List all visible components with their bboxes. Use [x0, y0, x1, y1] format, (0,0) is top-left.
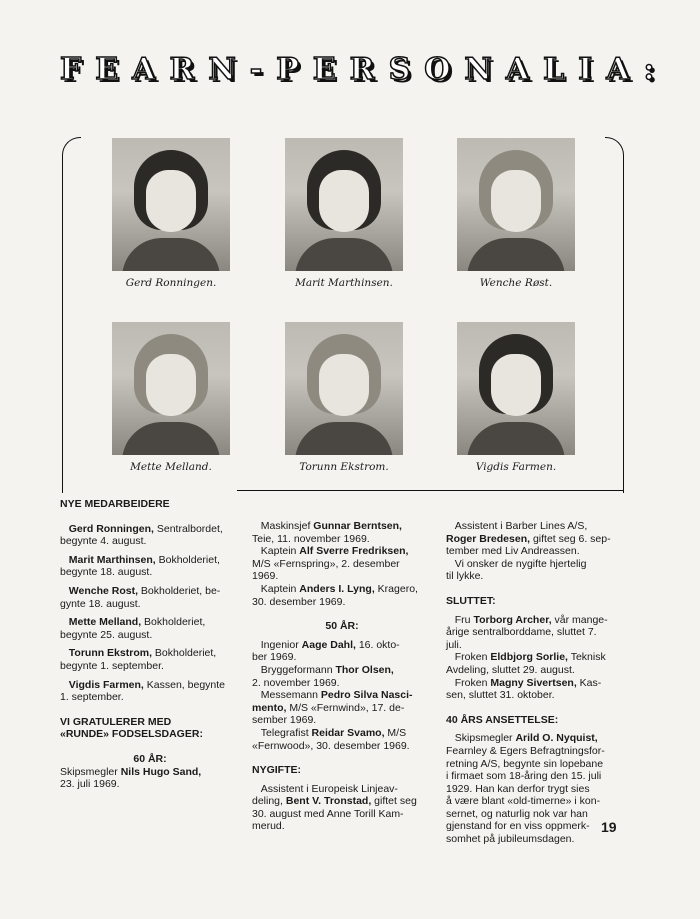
- page-header: [60, 52, 669, 92]
- paragraph: Wenche Rost, Bokholderiet, be- gynte 18. august.: [60, 584, 221, 610]
- paragraph: Froken Magny Sivertsen, Kas- sen, sluttet 31. oktober.: [446, 676, 602, 702]
- section-heading: VI GRATULERER MED «RUNDE» FODSELSDAGER:: [60, 715, 203, 741]
- subheading: 50 ÅR:: [325, 620, 359, 633]
- paragraph: Messemann Pedro Silva Nasci- mento, M/S «Fernwind», 17. de- sember 1969.: [252, 689, 413, 727]
- paragraph: Bryggeformann Thor Olsen, 2. november 1969.: [252, 663, 394, 689]
- frame-left: [62, 137, 81, 493]
- page-number: 19: [601, 819, 617, 835]
- paragraph: Ingenior Aage Dahl, 16. okto- ber 1969.: [252, 638, 400, 664]
- paragraph: Torunn Ekstrom, Bokholderiet, begynte 1. september.: [60, 647, 217, 672]
- portrait-photo: [112, 322, 230, 455]
- photo-caption: Gerd Ronningen.: [125, 277, 217, 289]
- section-heading: SLUTTET:: [446, 594, 496, 607]
- portrait-photo: [285, 322, 403, 455]
- frame-bottom-rule: [237, 490, 623, 491]
- paragraph: Marit Marthinsen, Bokholderiet, begynte 18. august.: [60, 553, 220, 579]
- portrait-photo: [457, 322, 575, 455]
- portrait-photo: [112, 138, 230, 271]
- subheading: 60 ÅR:: [133, 752, 167, 765]
- paragraph: Froken Eldbjorg Sorlie, Teknisk Avdeling, sluttet 29. august.: [446, 651, 606, 676]
- photo-caption: Torunn Ekstrom.: [299, 461, 389, 473]
- column-3: [446, 520, 626, 846]
- paragraph: Skipsmegler Arild O. Nyquist, Fearnley & Egers Befragtningsfor- retning A/S, begynte sin lopebane i firmaet som 18-åring den 15. juli 1929. Han kan derfor trygt sies å være blant «old-timerne» i kon- sernet, og naturlig nok var han gjenstand for en viss oppmerk- somhet på jubileumsdagen.: [446, 732, 605, 846]
- header-title: FEARN-PERSONALIA:: [60, 52, 669, 87]
- frame-right: [605, 137, 624, 493]
- paragraph: Telegrafist Reidar Svamo, M/S «Fernwood», 30. desember 1969.: [252, 726, 410, 752]
- photo-caption: Mette Melland.: [130, 461, 212, 473]
- paragraph: Assistent i Barber Lines A/S, Roger Bredesen, giftet seg 6. sep- tember med Liv Andreassen.: [446, 520, 611, 558]
- paragraph: Maskinsjef Gunnar Berntsen, Teie, 11. november 1969.: [252, 520, 402, 545]
- section-heading: NYE MEDARBEIDERE: [60, 498, 170, 510]
- photo-caption: Marit Marthinsen.: [295, 277, 393, 289]
- photo-caption: Vigdis Farmen.: [475, 461, 557, 473]
- portrait-photo: [285, 138, 403, 271]
- paragraph: Kaptein Anders I. Lyng, Kragero, 30. desember 1969.: [252, 582, 418, 608]
- paragraph: Kaptein Alf Sverre Fredriksen, M/S «Fernspring», 2. desember 1969.: [252, 545, 409, 583]
- column-1: [60, 498, 240, 791]
- paragraph: Vi onsker de nygifte hjertelig til lykke.: [446, 557, 587, 583]
- column-2: [252, 520, 432, 833]
- paragraph: Assistent i Europeisk Linjeav- deling, Bent V. Tronstad, giftet seg 30. august med Anne Torill Kam- merud.: [252, 782, 417, 833]
- paragraph: Mette Melland, Bokholderiet, begynte 25. august.: [60, 616, 206, 641]
- photo-caption: Wenche Røst.: [479, 277, 553, 289]
- section-heading: 40 ÅRS ANSETTELSE:: [446, 713, 559, 726]
- section-heading: NYGIFTE:: [252, 764, 301, 777]
- paragraph: Gerd Ronningen, Sentralbordet, begynte 4. august.: [60, 522, 223, 548]
- paragraph: Fru Torborg Archer, vår mange- årige sentralborddame, sluttet 7. juli.: [446, 613, 608, 651]
- portrait-photo: [457, 138, 575, 271]
- paragraph: Vigdis Farmen, Kassen, begynte 1. september.: [60, 678, 225, 704]
- paragraph: Skipsmegler Nils Hugo Sand, 23. juli 1969.: [60, 765, 202, 791]
